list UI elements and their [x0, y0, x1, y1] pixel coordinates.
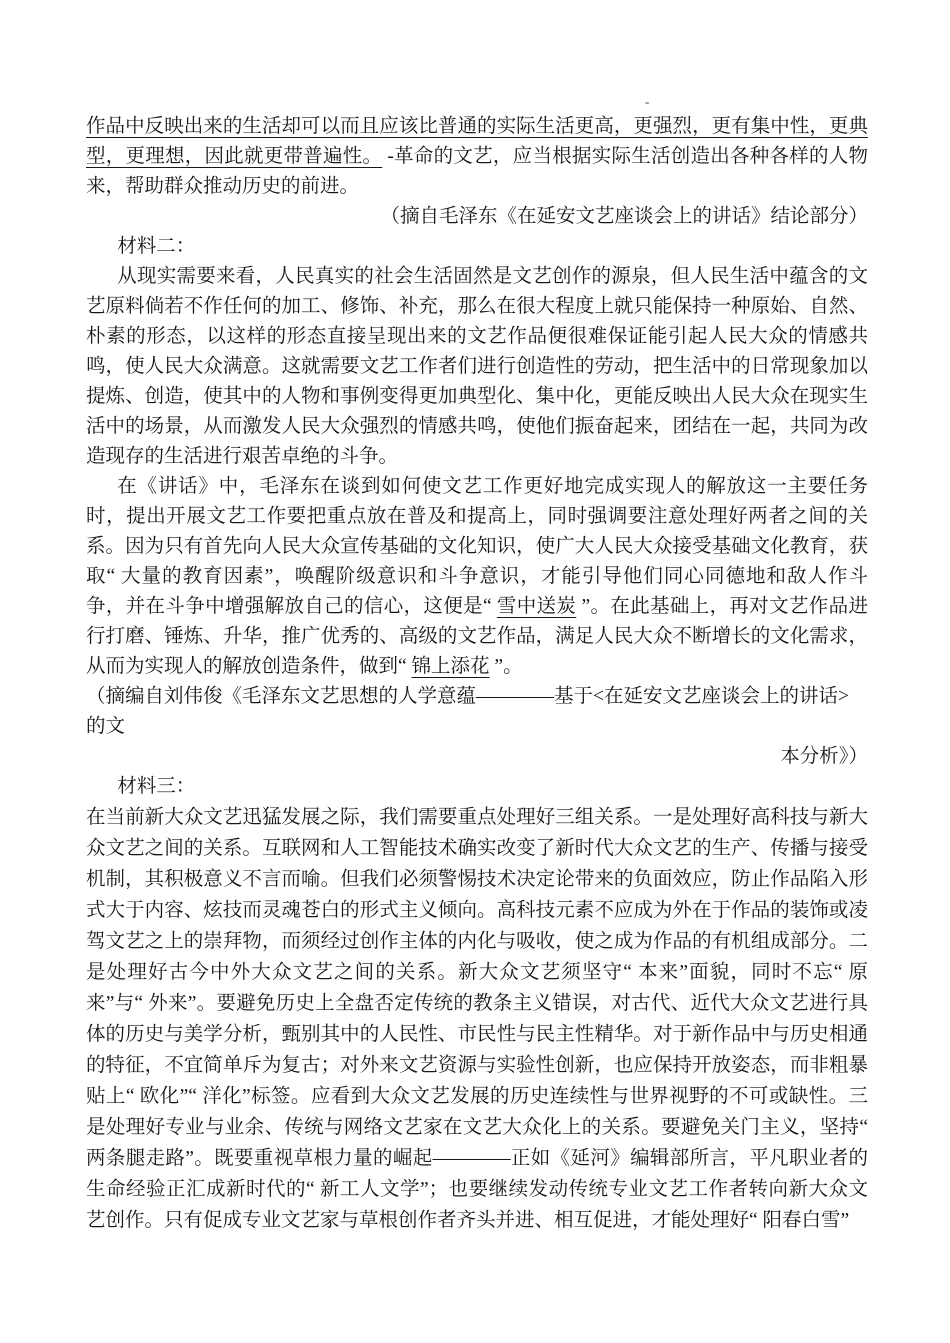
text-run: 在当前新大众文艺迅猛发展之际，我们需要重点处理好三组关系。一是处理好高科技与新大众文艺之间的关系。互联网和人工智能技术确实改变了新时代大众文艺的生产、传播与接受机制，其积极意义不言而喻。但我们必须警惕技术决定论带来的负面效应，防止作品陷入形式大于内容、炫技而灵魂苍白的形式主义倾向。高科技元素不应成为外在于作品的装饰或凌驾文艺之上的崇拜物，而须经过创作主体的内化与吸收，使之成为作品的有机组成部分。二是处理好古今中外大众文艺之间的关系。新大众文艺须坚守“ 本来”面貌，同时不忘“ 原来”与“ 外来”。要避免历史上全盘否定传统的教条主义错误，对古代、近代大众文艺进行具体的历史与美学分析，甄别其中的人民性、市民性与民主性精华。对于新作品中与历史相通的特征，不宜简单斥为复古；对外来文艺资源与实验性创新，也应保持开放姿态，而非粗暴贴上“ 欧化”“ 洋化”标签。应看到大众文艺发展的历史连续性与世界视野的不可或缺性。三是处理好专业与业余、传统与网络文艺家在文艺大众化上的关系。要避免关门主义，坚持“ 两条腿走路”。既要重视草根力量的崛起————正如《延河》编辑部所言，平凡职业者的生命经验正汇成新时代的“ 新工人文学”；也要继续发动传统专业文艺工作者转向新大众文艺创作。只有促成专业文艺家与草根创作者齐头并进、相互促进，才能处理好“ 阳春白雪” [86, 807, 868, 1231]
document-body [86, 112, 868, 1236]
underlined-text: 作品中反映出来的生活却可以而且应该比普通的实际生活更高，更强烈，更有集中性，更典型，更理想，因此就更带普遍性。 [86, 116, 868, 167]
text-run: -革命的文艺，应当根据实际生活创造出各种各样的人物来，帮助群众推动历史的前进。 [86, 146, 868, 197]
attribution-source-2-start [86, 682, 868, 742]
underlined-text: 锦上添花 [411, 656, 490, 677]
material-3-label [86, 772, 868, 802]
text-run: 材料二： [117, 236, 196, 257]
attribution-source-2-end [86, 742, 868, 772]
text-run: ”。在此基础上，再对文艺作品进行打磨、锤炼、升华，推广优秀的、高级的文艺作品，满足人民大众不断增长的文化需求，从而为实现人的解放创造条件，做到“ [86, 596, 869, 677]
text-run: ”。 [489, 656, 523, 677]
text-run: （摘编自刘伟俊《毛泽东文艺思想的人学意蕴————基于<在延安文艺座谈会上的讲话>的文 [86, 686, 849, 737]
text-run: 材料三： [117, 776, 196, 797]
material-3-paragraph [86, 802, 868, 1236]
text-run: 本分析》） [780, 746, 868, 767]
underlined-text: 雪中送炭 [496, 596, 577, 617]
material-2-paragraph-1 [86, 262, 868, 472]
stray-scan-mark: - [645, 94, 650, 109]
material-2-paragraph-2 [86, 472, 868, 682]
text-run: （摘自毛泽东《在延安文艺座谈会上的讲话》结论部分） [380, 206, 868, 227]
material-2-label [86, 232, 868, 262]
text-run: 从现实需要来看，人民真实的社会生活固然是文艺创作的源泉，但人民生活中蕴含的文艺原料倘若不作任何的加工、修饰、补充，那么在很大程度上就只能保持一种原始、自然、朴素的形态，以这样的形态直接呈现出来的文艺作品便很难保证能引起人民大众的情感共鸣，使人民大众满意。这就需要文艺工作者们进行创造性的劳动，把生活中的日常现象加以提炼、创造，使其中的人物和事例变得更加典型化、集中化，更能反映出人民大众在现实生活中的场景，从而激发人民大众强烈的情感共鸣，使他们振奋起来，团结在一起，共同为改造现存的生活进行艰苦卓绝的斗争。 [86, 266, 868, 467]
text-run: 在《讲话》中，毛泽东在谈到如何使文艺工作更好地完成实现人的解放这一主要任务时，提出开展文艺工作要把重点放在普及和提高上，同时强调要注意处理好两者之间的关系。因为只有首先向人民大众宣传基础的文化知识，使广大人民大众接受基础文化教育，获取“ 大量的教育因素”，唤醒阶级意识和斗争意识，才能引导他们同心同德地和敌人作斗争，并在斗争中增强解放自己的信心，这便是“ [86, 476, 868, 617]
attribution-source-1 [86, 202, 868, 232]
continuation-paragraph [86, 112, 868, 202]
